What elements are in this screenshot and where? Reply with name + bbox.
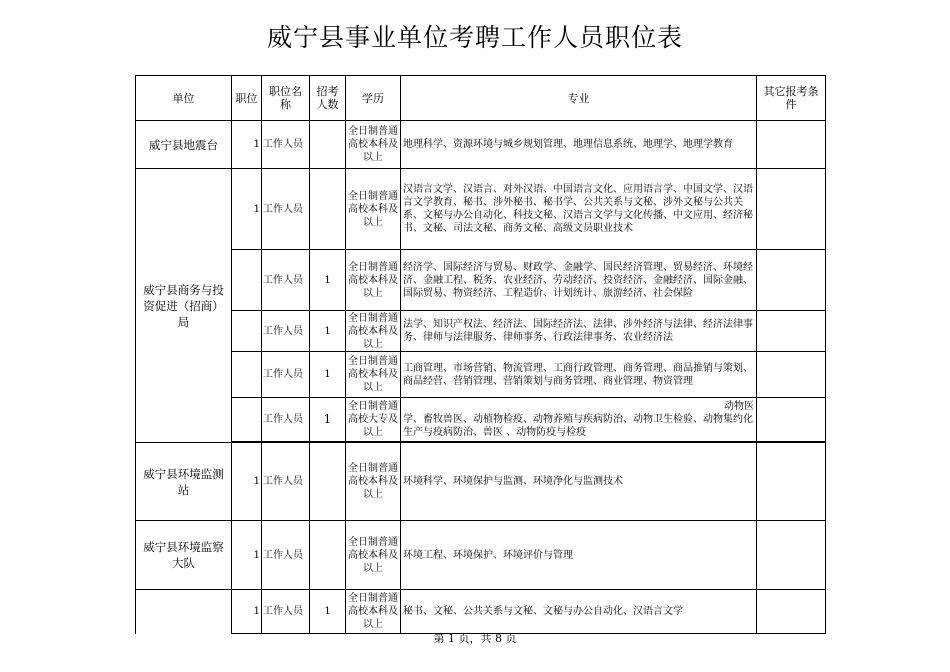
num-cell: 1 (310, 352, 346, 398)
other-cell (757, 443, 826, 521)
num-cell (310, 169, 346, 250)
pos-cell (232, 352, 262, 398)
page-footer: 第 1 页，共 8 页 (433, 632, 517, 645)
table-row (136, 121, 826, 169)
table-row (136, 443, 826, 521)
major-cell: 环境科学、环境保护与监测、环境净化与监测技术 (401, 443, 757, 521)
major-cell: 地理科学、资源环境与城乡规划管理、地理信息系统、地理学、地理学教育 (401, 121, 757, 169)
pos-cell: 1 (232, 521, 262, 590)
edu-cell: 全日制普通高校本科及以上 (346, 250, 401, 311)
unit-cell (136, 590, 232, 634)
name-cell: 工作人员 (262, 311, 310, 352)
position-table (135, 75, 826, 634)
edu-cell: 全日制普通高校本科及以上 (346, 352, 401, 398)
unit-cell: 威宁县环境监察大队 (136, 521, 232, 590)
other-cell (757, 352, 826, 398)
edu-cell: 全日制普通高校本科及以上 (346, 443, 401, 521)
header-edu: 学历 (346, 76, 401, 121)
page-title: 威宁县事业单位考聘工作人员职位表 (266, 23, 683, 52)
major-cell (401, 398, 757, 442)
name-cell: 工作人员 (262, 352, 310, 398)
major-cell: 秘书、文秘、公共关系与文秘、文秘与办公自动化、汉语言文学 (401, 590, 757, 634)
major-cell: 工商管理、市场营销、物流管理、工商行政管理、商务管理、商品推销与策划、商品经营、营销管理、营销策划与商务管理、商业管理、物资管理 (401, 352, 757, 398)
pos-cell (232, 398, 262, 442)
edu-cell: 全日制普通高校本科及以上 (346, 590, 401, 634)
num-cell: 1 (310, 250, 346, 311)
other-cell (757, 590, 826, 634)
other-cell (757, 398, 826, 442)
edu-cell: 全日制普通高校本科及以上 (346, 121, 401, 169)
other-cell (757, 169, 826, 250)
table-row (136, 311, 826, 352)
header-num: 招考人数 (310, 76, 346, 121)
pos-cell: 1 (232, 169, 262, 250)
name-cell: 工作人员 (262, 521, 310, 590)
name-cell: 工作人员 (262, 121, 310, 169)
major-cell: 环境工程、环境保护、环境评价与管理 (401, 521, 757, 590)
pos-cell (232, 250, 262, 311)
header-unit: 单位 (136, 76, 232, 121)
name-cell: 工作人员 (262, 169, 310, 250)
unit-cell: 威宁县环境监测站 (136, 443, 232, 521)
table-header-row (136, 76, 826, 121)
edu-cell: 全日制普通高校本科及以上 (346, 169, 401, 250)
num-cell (310, 443, 346, 521)
num-cell: 1 (310, 590, 346, 634)
table-row (136, 352, 826, 398)
table-row (136, 250, 826, 311)
name-cell: 工作人员 (262, 398, 310, 442)
unit-cell: 威宁县商务与投资促进（招商）局 (136, 169, 232, 443)
major-cell: 经济学、国际经济与贸易、财政学、金融学、国民经济管理、贸易经济、环境经济、金融工程、税务、农业经济、劳动经济、投资经济、金融经济、国际金融、国际贸易、物资经济、工程造价、计划统计、旅游经济、社会保险 (401, 250, 757, 311)
unit-cell: 威宁县地震台 (136, 121, 232, 169)
num-cell (310, 121, 346, 169)
table-row (136, 521, 826, 590)
major-cell-line1: 动物医 (724, 401, 754, 412)
pos-cell (232, 311, 262, 352)
edu-cell: 全日制普通高校本科及以上 (346, 311, 401, 352)
table-row (136, 169, 826, 250)
other-cell (757, 250, 826, 311)
pos-cell: 1 (232, 590, 262, 634)
name-cell: 工作人员 (262, 250, 310, 311)
major-cell-rest: 学、畜牧兽医、动植物检疫、动物养殖与疾病防治、动物卫生检验、动物集约化生产与疫病防治、兽医 、动物防疫与检疫 (403, 414, 753, 438)
other-cell (757, 521, 826, 590)
name-cell: 工作人员 (262, 590, 310, 634)
edu-cell: 全日制普通高校大专及以上 (346, 398, 401, 442)
header-other: 其它报考条件 (757, 76, 826, 121)
other-cell (757, 311, 826, 352)
name-cell: 工作人员 (262, 443, 310, 521)
other-cell (757, 121, 826, 169)
table-row (136, 398, 826, 442)
major-cell: 汉语言文学、汉语言、对外汉语、中国语言文化、应用语言学、中国文学、汉语言文学教育、秘书、涉外秘书、秘书学、公共关系与文秘、涉外文秘与公共关系、文秘与办公自动化、科技文秘、汉语言文学与文化传播、中文应用、经济秘书、文秘、司法文秘、商务文秘、高级文员职业技术 (401, 169, 757, 250)
pos-cell: 1 (232, 121, 262, 169)
num-cell: 1 (310, 311, 346, 352)
major-cell: 法学、知识产权法、经济法、国际经济法、法律、涉外经济与法律、经济法律事务、律师与法律服务、律师事务、行政法律事务、农业经济法 (401, 311, 757, 352)
num-cell (310, 521, 346, 590)
edu-cell: 全日制普通高校本科及以上 (346, 521, 401, 590)
header-major: 专业 (401, 76, 757, 121)
header-name: 职位名称 (262, 76, 310, 121)
header-pos: 职位 (232, 76, 262, 121)
num-cell: 1 (310, 398, 346, 442)
table-row (136, 590, 826, 634)
pos-cell: 1 (232, 443, 262, 521)
